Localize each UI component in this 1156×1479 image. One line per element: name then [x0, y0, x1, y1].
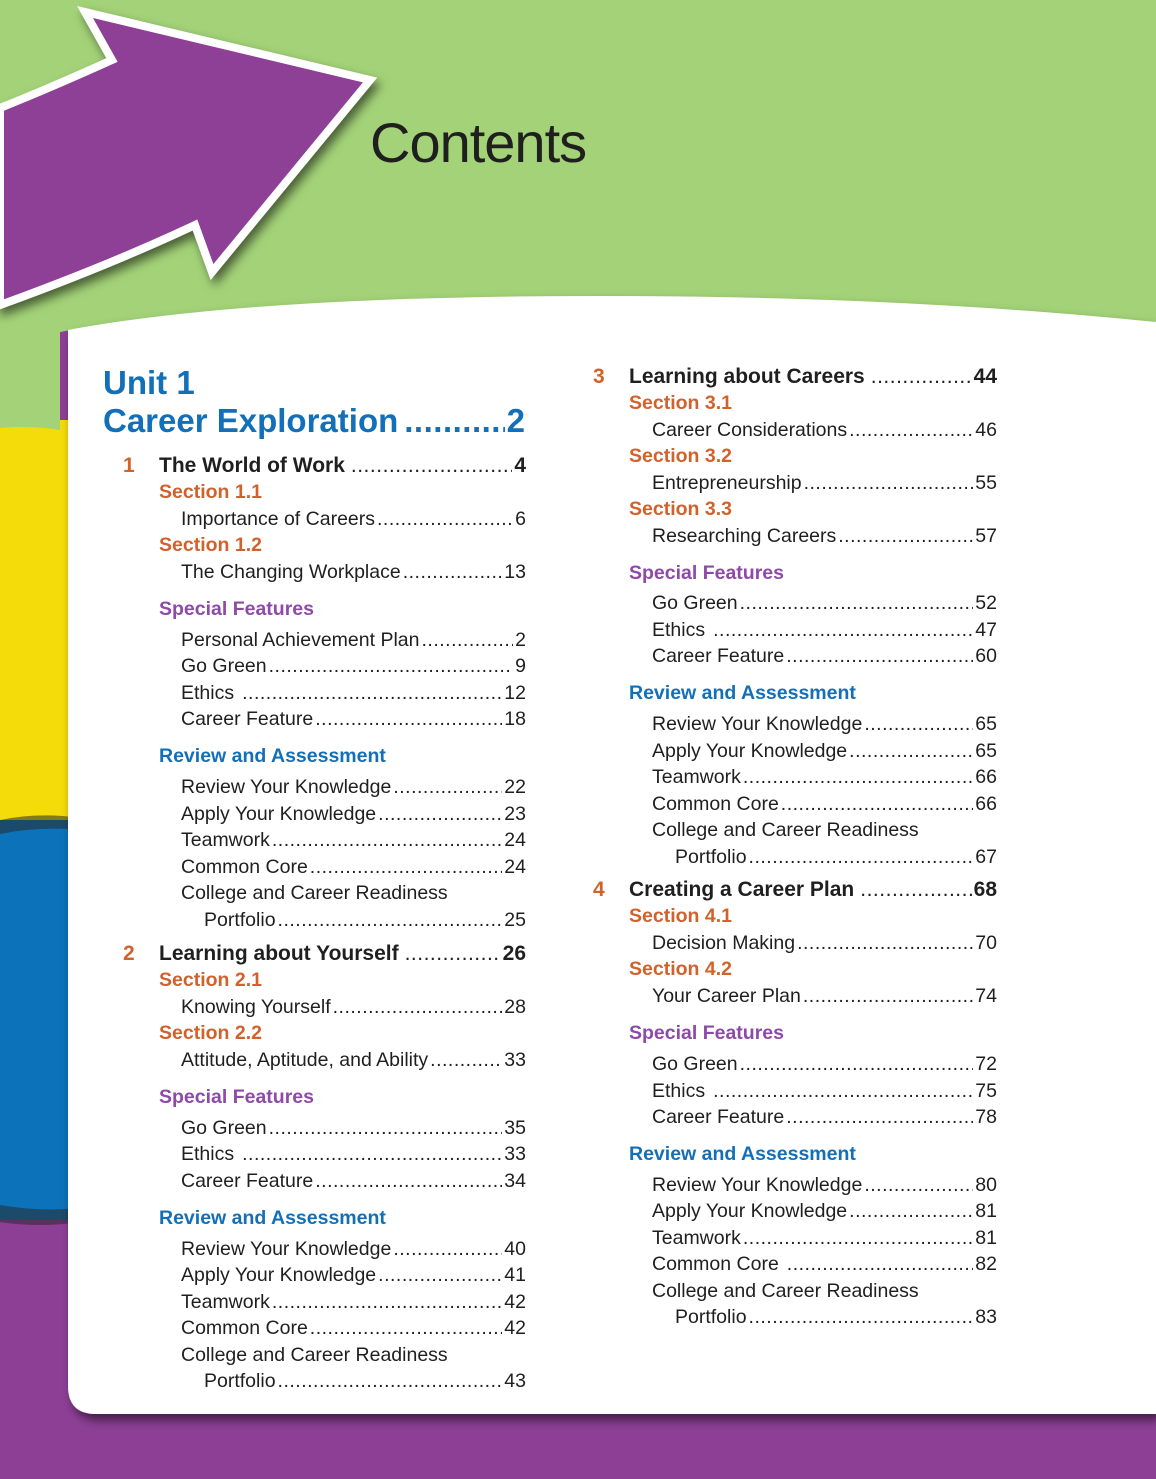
page-title: Contents: [370, 111, 587, 174]
toc-entry: Review Your Knowledge ..... 65: [652, 713, 997, 736]
toc-entry: Common Core ..... 24: [181, 856, 526, 879]
toc-entry: Career Feature ..... 78: [652, 1106, 997, 1129]
toc-entry: Common Core ..... 66: [652, 793, 997, 816]
toc-entry: Career Feature ..... 60: [652, 645, 997, 668]
review-assessment-heading: Review and Assessment: [629, 682, 856, 704]
toc-entry: Apply Your Knowledge ..... 81: [652, 1200, 997, 1223]
toc-entry: Entrepreneurship ..... 55: [652, 472, 997, 495]
chapter-number: 4: [593, 878, 605, 901]
section-label: Section 3.1: [629, 392, 732, 414]
toc-entry: Teamwork ..... 42: [181, 1291, 526, 1314]
toc-entry: Knowing Yourself ..... 28: [181, 996, 526, 1019]
toc-entry: Common Core ..... 82: [652, 1253, 997, 1276]
toc-entry: College and Career Readiness: [181, 882, 448, 904]
special-features-heading: Special Features: [159, 1086, 314, 1108]
toc-entry: Go Green ..... 52: [652, 592, 997, 615]
unit-label: Unit 1: [103, 364, 195, 401]
special-features-heading: Special Features: [629, 1022, 784, 1044]
toc-entry: Go Green ..... 9: [181, 655, 526, 678]
special-features-heading: Special Features: [159, 598, 314, 620]
toc-entry: Go Green ..... 72: [652, 1053, 997, 1076]
toc-entry: Researching Careers ..... 57: [652, 525, 997, 548]
section-label: Section 1.1: [159, 481, 262, 503]
section-label: Section 2.1: [159, 969, 262, 991]
chapter-number: 3: [593, 365, 605, 388]
toc-entry: Career Feature ..... 18: [181, 708, 526, 731]
toc-entry: Teamwork ..... 24: [181, 829, 526, 852]
toc-entry: Teamwork ..... 66: [652, 766, 997, 789]
toc-entry: Portfolio ..... 25: [204, 909, 526, 932]
toc-entry: Ethics ..... 33: [181, 1143, 526, 1166]
chapter-4-heading: 4 Creating a Career Plan ..... 68: [629, 878, 997, 902]
section-label: Section 1.2: [159, 534, 262, 556]
chapter-number: 1: [123, 454, 135, 477]
toc-entry: College and Career Readiness: [181, 1344, 448, 1366]
toc-entry: Portfolio ..... 83: [675, 1306, 997, 1329]
toc-entry: Your Career Plan ..... 74: [652, 985, 997, 1008]
special-features-heading: Special Features: [629, 562, 784, 584]
toc-entry: Portfolio ..... 43: [204, 1370, 526, 1393]
toc-entry: Decision Making ..... 70: [652, 932, 997, 955]
review-assessment-heading: Review and Assessment: [159, 745, 386, 767]
toc-entry: Review Your Knowledge ..... 40: [181, 1238, 526, 1261]
toc-entry: Ethics ..... 75: [652, 1080, 997, 1103]
toc-entry: Ethics ..... 47: [652, 619, 997, 642]
section-label: Section 3.2: [629, 445, 732, 467]
toc-entry: Apply Your Knowledge ..... 41: [181, 1264, 526, 1287]
toc-entry: Common Core ..... 42: [181, 1317, 526, 1340]
toc-entry: Personal Achievement Plan ..... 2: [181, 629, 526, 652]
toc-entry: Portfolio ..... 67: [675, 846, 997, 869]
section-label: Section 3.3: [629, 498, 732, 520]
review-assessment-heading: Review and Assessment: [159, 1207, 386, 1229]
chapter-number: 2: [123, 942, 135, 965]
toc-entry: Apply Your Knowledge ..... 23: [181, 803, 526, 826]
toc-entry: Attitude, Aptitude, and Ability ..... 33: [181, 1049, 526, 1072]
toc-entry: Review Your Knowledge ..... 80: [652, 1174, 997, 1197]
toc-entry: Importance of Careers ..... 6: [181, 508, 526, 531]
review-assessment-heading: Review and Assessment: [629, 1143, 856, 1165]
toc-entry: Career Feature ..... 34: [181, 1170, 526, 1193]
toc-entry: Review Your Knowledge ..... 22: [181, 776, 526, 799]
toc-entry: Go Green ..... 35: [181, 1117, 526, 1140]
toc-entry: Ethics ..... 12: [181, 682, 526, 705]
toc-entry: Teamwork ..... 81: [652, 1227, 997, 1250]
chapter-2-heading: 2 Learning about Yourself ..... 26: [159, 942, 526, 966]
chapter-1-heading: 1 The World of Work ..... 4: [159, 454, 526, 478]
section-label: Section 2.2: [159, 1022, 262, 1044]
toc-entry: College and Career Readiness: [652, 1280, 919, 1302]
section-label: Section 4.2: [629, 958, 732, 980]
chapter-3-heading: 3 Learning about Careers ..... 44: [629, 365, 997, 389]
toc-entry: Career Considerations ..... 46: [652, 419, 997, 442]
toc-entry: Apply Your Knowledge ..... 65: [652, 740, 997, 763]
toc-entry: The Changing Workplace ..... 13: [181, 561, 526, 584]
unit-title: Career Exploration ..... 2: [103, 402, 525, 440]
toc-entry: College and Career Readiness: [652, 819, 919, 841]
section-label: Section 4.1: [629, 905, 732, 927]
